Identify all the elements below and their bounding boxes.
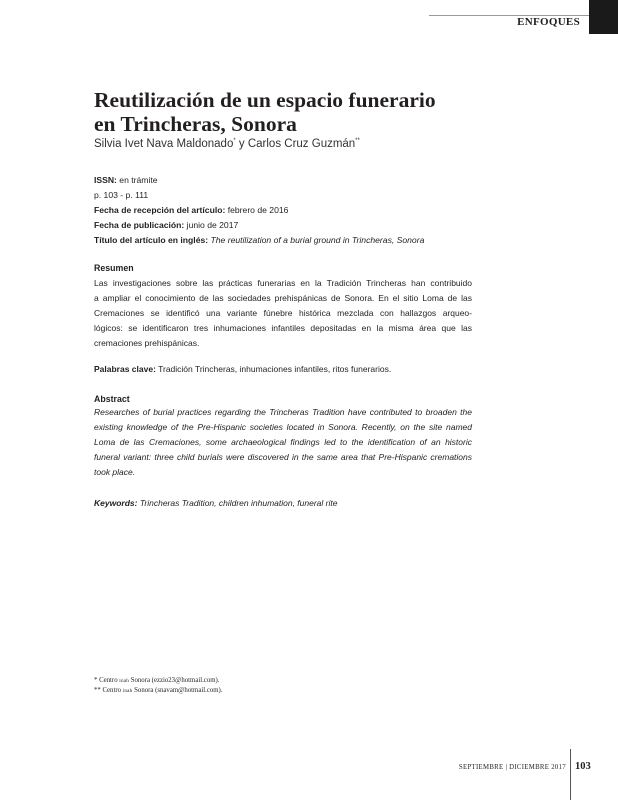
footnote-mark: ** Centro <box>94 687 123 694</box>
received-row <box>94 203 424 218</box>
keywords <box>94 498 337 508</box>
received-value: febrero de 2016 <box>225 205 289 215</box>
title-line: Reutilización de un espacio funerario <box>94 88 436 112</box>
english-title-row <box>94 233 424 248</box>
palabras-clave-value: Tradición Trincheras, inhumaciones infantiles, ritos funerarios. <box>155 364 392 374</box>
footnote-mark: * <box>233 138 236 144</box>
resumen-text <box>94 276 472 351</box>
footnotes <box>94 676 223 696</box>
english-title-label: Título del artículo en inglés: <box>94 235 209 245</box>
issn-row <box>94 173 424 188</box>
resumen-line: cremaciones prehispánicas. <box>94 338 200 348</box>
issn-label: ISSN: <box>94 175 117 185</box>
title-line: en Trincheras, Sonora <box>94 112 297 136</box>
article-authors <box>94 138 360 150</box>
footnote-institution: inah <box>122 688 133 694</box>
abstract-line: Researches of burial practices regarding the Trincheras Tradition have contributed to broaden the <box>94 407 472 417</box>
abstract-line: existing knowledge of the Pre-Hispanic societies located in Sonora. Recently, on the site named <box>94 422 472 432</box>
resumen-line: lógicos: se identificaron tres inhumaciones infantiles depositadas en la misma área que las <box>94 323 472 333</box>
article-metadata <box>94 173 424 248</box>
corner-block <box>589 0 618 34</box>
resumen-heading: Resumen <box>94 263 134 273</box>
author-connector: y <box>235 138 248 150</box>
abstract-line: took place. <box>94 467 136 477</box>
abstract-heading: Abstract <box>94 394 130 404</box>
footer-issue: SEPTIEMBRE | DICIEMBRE 2017 <box>458 764 566 771</box>
palabras-clave <box>94 364 391 374</box>
author-name: Carlos Cruz Guzmán <box>247 138 356 150</box>
author-name: Silvia Ivet Nava Maldonado <box>94 138 234 150</box>
resumen-line: a ampliar el conocimiento de las sociedades prehispánicas de Sonora. En el sitio Loma de las <box>94 293 472 303</box>
published-value: junio de 2017 <box>184 220 239 230</box>
footnote <box>94 686 223 696</box>
resumen-line: Las investigaciones sobre las prácticas funerarias en la Tradición Trincheras han contribuido <box>94 278 472 288</box>
page-number: 103 <box>575 761 591 772</box>
keywords-label: Keywords: <box>94 498 138 508</box>
issn-value: en trámite <box>116 175 158 185</box>
footnote <box>94 676 223 686</box>
published-row <box>94 218 424 233</box>
published-label: Fecha de publicación: <box>94 220 185 230</box>
received-label: Fecha de recepción del artículo: <box>94 205 226 215</box>
footnote-mark: ** <box>355 138 360 144</box>
palabras-clave-label: Palabras clave: <box>94 364 156 374</box>
keywords-value: Trincheras Tradition, children inhumation, funeral rite <box>137 498 338 508</box>
abstract-line: Loma de las Cremaciones, some archaeological findings led to the identification of an historic <box>94 437 472 447</box>
pages-row: p. 103 - p. 111 <box>94 190 149 200</box>
footer-rule <box>570 749 571 800</box>
footnote-text: Sonora (ezzio23@hotmail.com). <box>129 677 220 684</box>
english-title-value: The reutilization of a burial ground in Trincheras, Sonora <box>208 235 425 245</box>
footnote-institution: inah <box>119 678 130 684</box>
section-label: ENFOQUES <box>517 16 580 28</box>
article-title <box>94 88 514 136</box>
resumen-line: Cremaciones se identificó una variante fúnebre histórica mezclada con hallazgos arqueo- <box>94 308 472 318</box>
abstract-text <box>94 405 472 480</box>
footnote-mark: * Centro <box>94 677 120 684</box>
footnote-text: Sonora (snavam@hotmail.com). <box>132 687 223 694</box>
abstract-line: funeral variant: three child burials were discovered in the same area that Pre-Hispanic cremations <box>94 452 472 462</box>
